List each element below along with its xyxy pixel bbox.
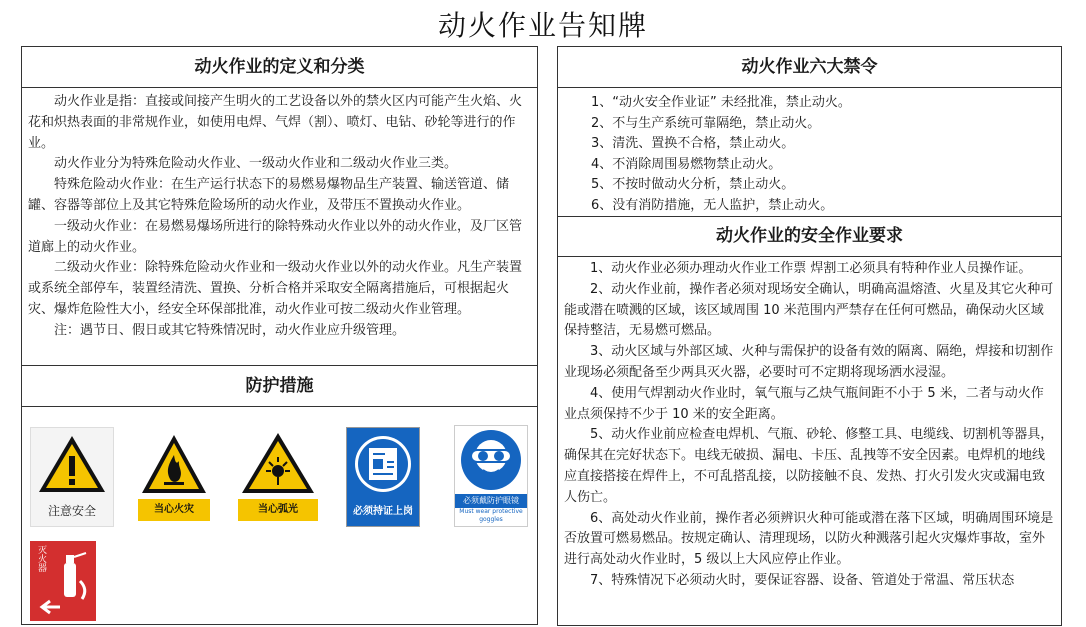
sign-label: 灭火器 xyxy=(36,545,46,572)
sign-goggles xyxy=(454,425,528,527)
certificate-required-icon xyxy=(347,428,419,498)
definition-paragraph: 注：遇节日、假日或其它特殊情况时，动火作业应升级管理。 xyxy=(54,322,406,338)
protection-heading: 防护措施 xyxy=(22,366,537,407)
requirement-paragraph: 7、特殊情况下必须动火时，要保证容器、设备、管道处于常温、常压状态 xyxy=(590,572,1015,588)
sign-arc-light xyxy=(238,429,318,525)
prohibitions-heading: 动火作业六大禁令 xyxy=(558,47,1061,88)
prohibition-item: 4、不消除周围易燃物禁止动火。 xyxy=(591,156,782,172)
page-title: 动火作业告知牌 xyxy=(437,9,648,42)
prohibition-item: 5、不按时做动火分析，禁止动火。 xyxy=(591,177,795,193)
sign-label: 必须持证上岗 xyxy=(353,506,413,517)
arc-light-icon xyxy=(238,429,318,497)
sign-label: 必须戴防护眼镜 xyxy=(455,494,527,508)
fire-extinguisher-icon xyxy=(30,541,96,621)
prohibition-item: 6、没有消防措施，无人监护，禁止动火。 xyxy=(591,197,834,213)
requirements-heading: 动火作业的安全作业要求 xyxy=(558,217,1061,257)
prohibition-item: 1、“动火安全作业证” 未经批准，禁止动火。 xyxy=(591,95,851,110)
definition-paragraph: 特殊危险动火作业：在生产运行状态下的易燃易爆物品生产装置、输送管道、储罐、容器等部位上及其它特殊危险场所的动火作业，及带压不置换动火作业。 xyxy=(28,177,510,213)
requirements-body xyxy=(558,257,1061,592)
requirement-paragraph: 4、使用气焊割动火作业时，氧气瓶与乙炔气瓶间距不小于 5 米，二者与动火作业点须保持不少于 10 米的安全距离。 xyxy=(564,385,1044,422)
sign-label: 当心火灾 xyxy=(138,499,210,521)
definition-paragraph: 一级动火作业：在易燃易爆场所进行的除特殊动火作业以外的动火作业，及厂区管道廊上的动火作业。 xyxy=(28,218,523,255)
definition-paragraph: 动火作业分为特殊危险动火作业、一级动火作业和二级动火作业三类。 xyxy=(54,156,458,172)
sign-label: 当心弧光 xyxy=(238,499,318,521)
goggles-icon xyxy=(455,426,527,496)
requirement-paragraph: 5、动火作业前应检查电焊机、气瓶、砂轮、修整工具、电缆线、切割机等器具，确保其在完好状态下。电线无破损、漏电、卡压、乱拽等不安全因素。电焊机的地线应直接搭接在焊件上，不可乱搭乱接，以防接触不良、发热、打火引发火灾或漏电致人伤亡。 xyxy=(564,427,1054,505)
prohibitions-list xyxy=(558,88,1061,217)
prohibitions-panel xyxy=(557,46,1062,217)
sign-fire-extinguisher xyxy=(30,541,96,621)
definition-heading: 动火作业的定义和分类 xyxy=(22,47,537,88)
requirement-paragraph: 3、动火区域与外部区域、火种与需保护的设备有效的隔离、隔绝，焊接和切割作业现场必须配备至少两具灭火器，必要时可不定期将现场洒水浸湿。 xyxy=(564,344,1054,380)
definition-body xyxy=(22,88,537,342)
sign-fire-hazard xyxy=(138,431,210,525)
protection-panel xyxy=(21,365,538,625)
sign-caution xyxy=(30,427,114,527)
prohibition-item: 2、不与生产系统可靠隔绝，禁止动火。 xyxy=(591,115,821,131)
sign-sublabel: Must wear protective goggles xyxy=(459,508,523,523)
requirement-paragraph: 6、高处动火作业前，操作者必须辨识火种可能或潜在落下区域，明确周围环境是否放置可燃易燃品。按规定确认、清理现场，以防火种溅落引起火灾爆炸事故，室外进行高处动火作业时，5 级以上大风应停止作业。 xyxy=(564,510,1054,568)
definition-paragraph: 动火作业是指：直接或间接产生明火的工艺设备以外的禁火区内可能产生火焰、火花和炽热表面的非常规作业，如使用电焊、气焊（割）、喷灯、电钻、砂轮等进行的作业。 xyxy=(28,94,523,151)
requirement-paragraph: 1、动火作业必须办理动火作业工作票 焊割工必须具有特种作业人员操作证。 xyxy=(590,261,1032,276)
safety-signs xyxy=(22,407,537,627)
fire-hazard-icon xyxy=(138,431,210,497)
requirements-panel xyxy=(557,216,1062,626)
prohibition-item: 3、清洗、置换不合格，禁止动火。 xyxy=(591,136,795,152)
sign-certificate-required xyxy=(346,427,420,527)
warning-triangle-icon xyxy=(31,428,113,498)
requirement-paragraph: 2、动火作业前，操作者必须对现场安全确认，明确高温熔渣、火星及其它火种可能或潜在喷溅的区域，该区域周围 10 米范围内严禁存在任何可燃品，确保动火区域保持整洁，无易燃可燃品。 xyxy=(564,281,1054,339)
sign-label: 注意安全 xyxy=(47,504,96,518)
definition-paragraph: 二级动火作业：除特殊危险动火作业和一级动火作业以外的动火作业。凡生产装置或系统全部停车，装置经清洗、置换、分析合格并采取安全隔离措施后，可根据起火灾、爆炸危险性大小，经安全环保部批准，动火作业可按二级动火作业管理。 xyxy=(28,260,523,317)
definition-panel xyxy=(21,46,538,366)
